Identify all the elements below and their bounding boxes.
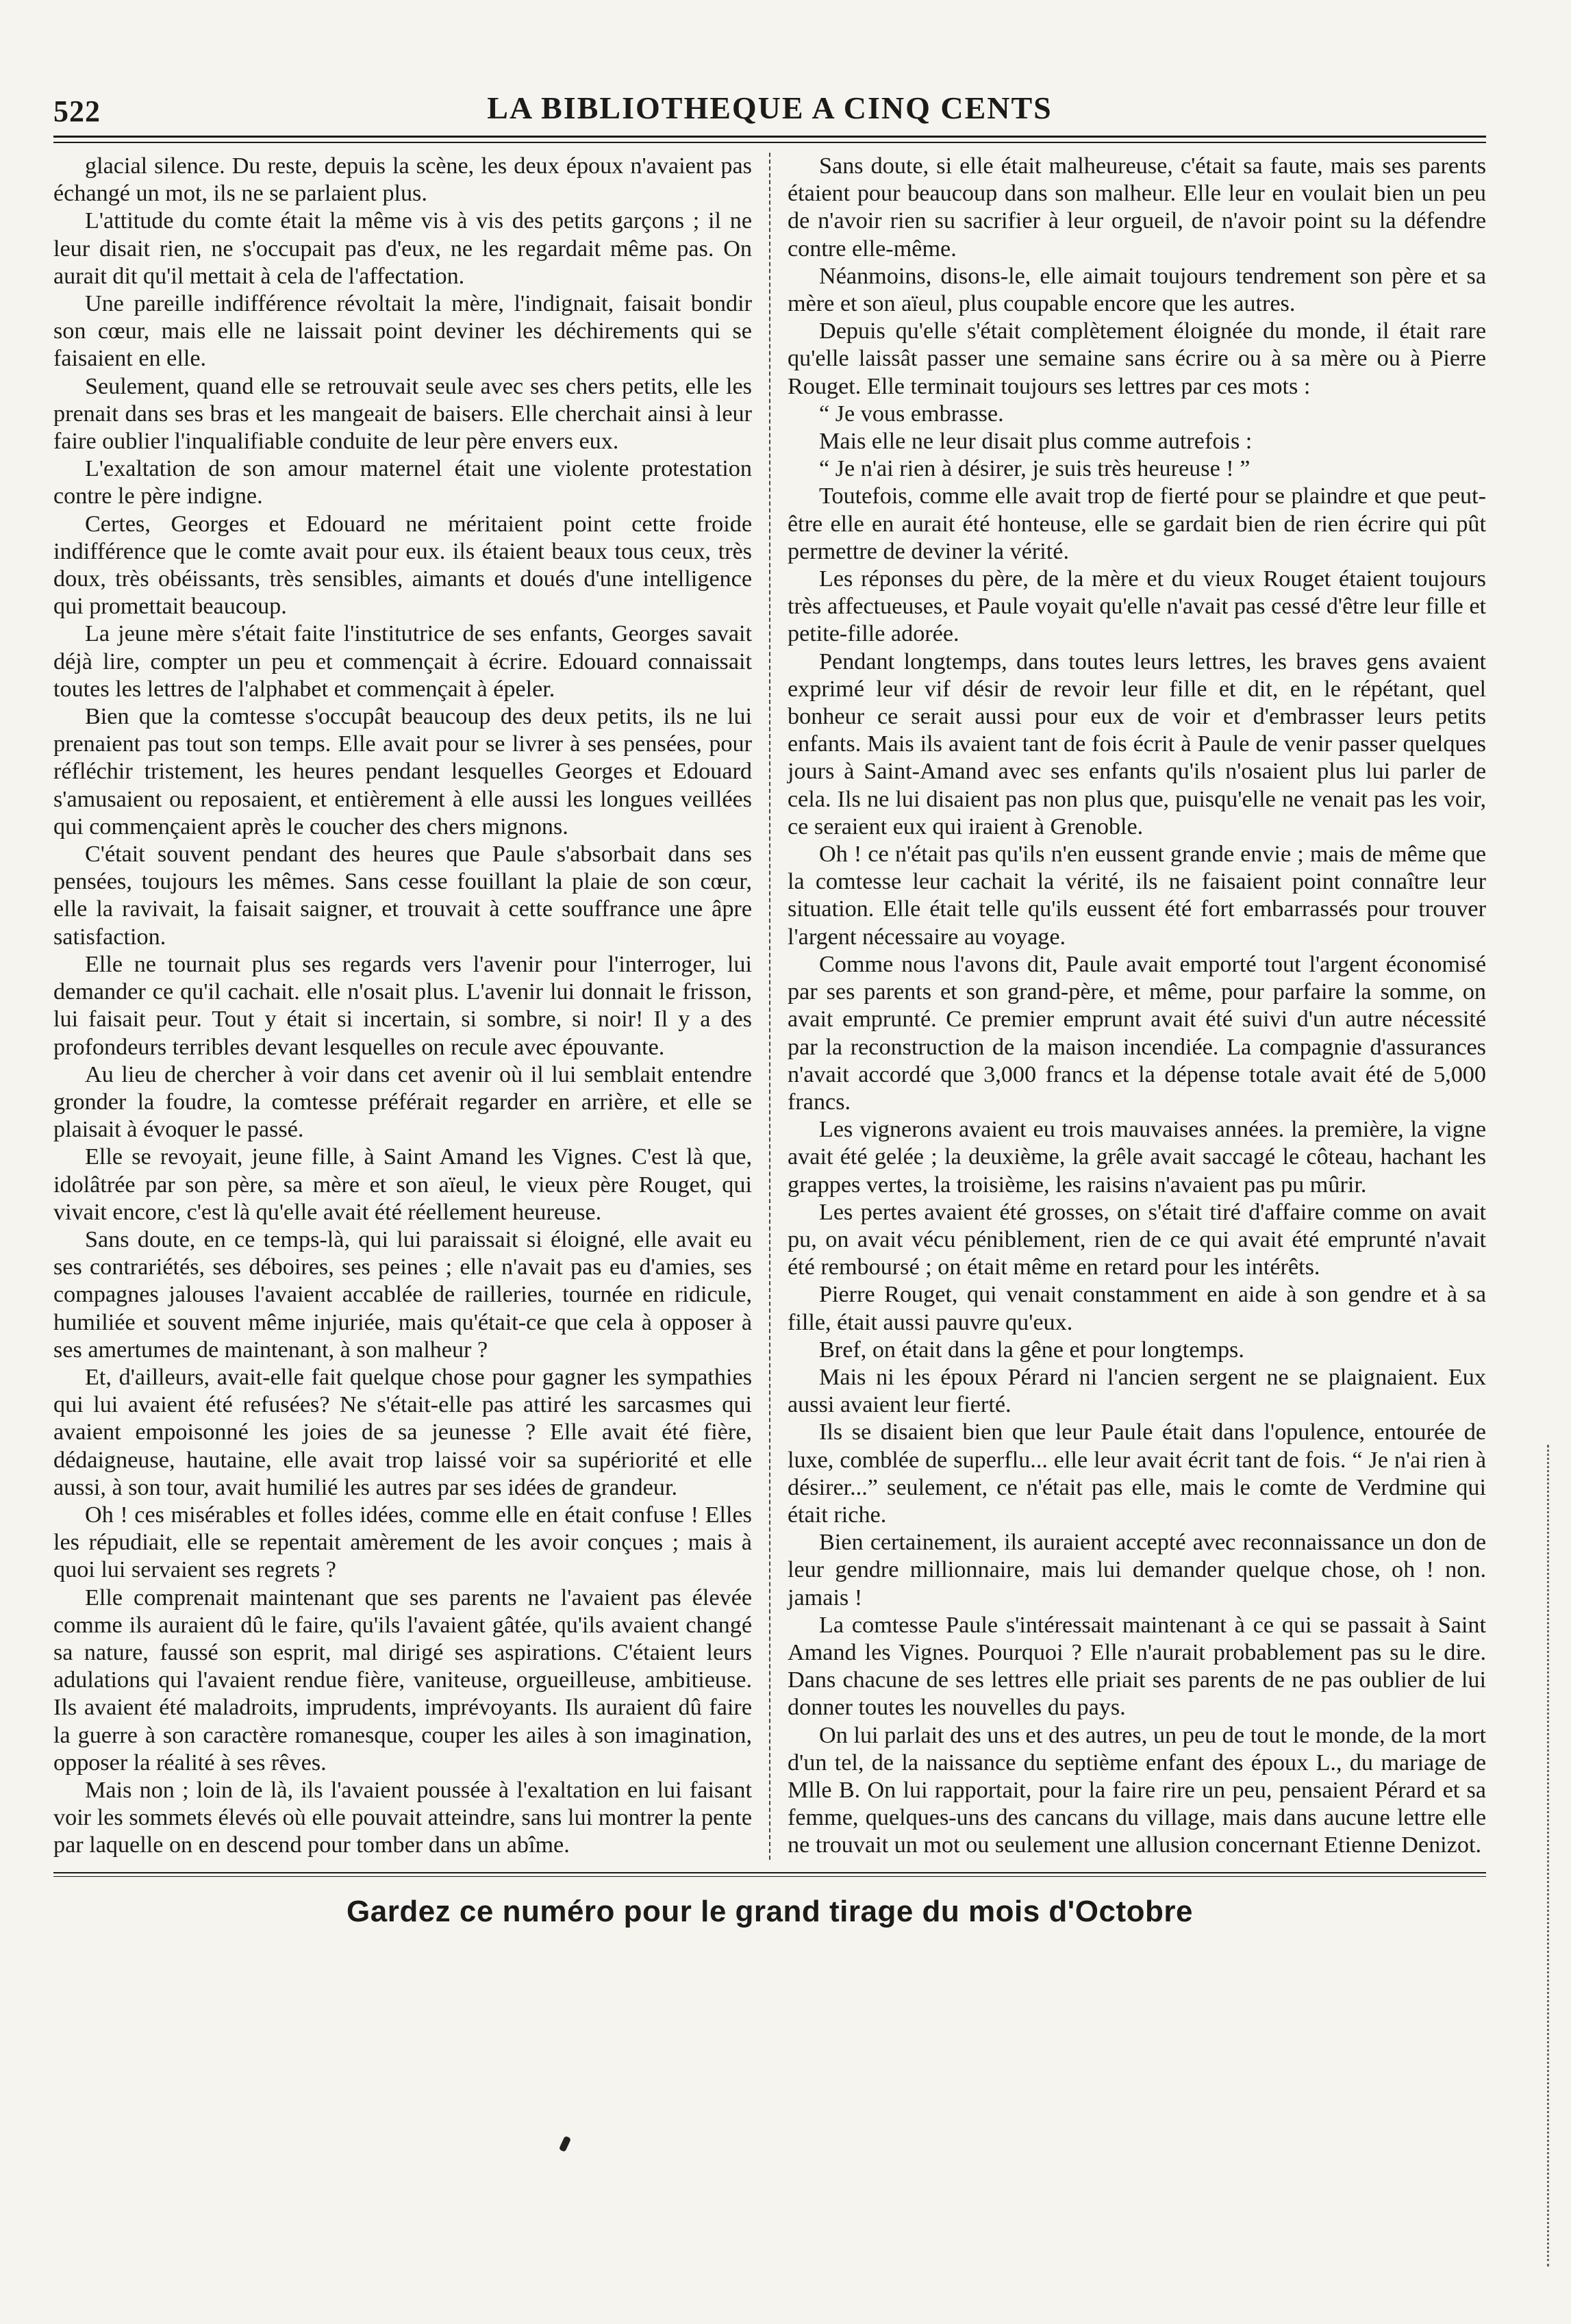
paragraph: Les vignerons avaient eu trois mauvaises années. la première, la vigne avait été gelée ; la deuxième, la grêle avait saccagé le côteau, hachant les grappes vertes, la troisième, les raisins n'avaient pas pu mûrir. — [788, 1117, 1486, 1198]
paragraph: C'était souvent pendant des heures que Paule s'absorbait dans ses pensées, toujours les mêmes. Sans cesse fouillant la plaie de son cœur, elle la ravivait, la faisait saigner, et trouvait à cette souffrance une âpre satisfaction. — [53, 842, 752, 950]
paragraph: Ils se disaient bien que leur Paule était dans l'opulence, entourée de luxe, comblée de superflu... elle leur avait écrit tant de fois. “ Je n'ai rien à désirer...” seulement, ce n'était pas elle, mais le comte de Verdmine qui était riche. — [788, 1419, 1486, 1528]
paragraph: Elle comprenait maintenant que ses parents ne l'avaient pas élevée comme ils auraient dû le faire, qu'ils l'avaient gâtée, qu'ils avaient changé sa nature, faussé son esprit, mal dirigé ses aspirations. C'étaient leurs adulations qui l'avaient rendue fière, vaniteuse, orgueilleuse, ambitieuse. Ils avaient été maladroits, imprudents, imprévoyants. Ils auraient dû faire la guerre à son caractère romanesque, couper les ailes à son imagination, opposer la réalité à ses rêves. — [53, 1584, 752, 1776]
page-number: 522 — [53, 94, 101, 128]
paragraph: Une pareille indifférence révoltait la mère, l'indignait, faisait bondir son cœur, mais elle ne laissait point deviner les déchirements qui se faisaient en elle. — [53, 291, 752, 372]
paragraph: “ Je n'ai rien à désirer, je suis très heureuse ! ” — [819, 456, 1250, 482]
paragraph: Bien que la comtesse s'occupât beaucoup des deux petits, ils ne lui prenaient pas tout son temps. Elle avait pour se livrer à ses pensées, pour réfléchir tristement, les heures pendant lesquelles Georges et Edouard s'amusaient ou reposaient, et entièrement à elle aussi les longues veillées qui commençaient après le coucher des chers mignons. — [53, 704, 752, 839]
paragraph: Comme nous l'avons dit, Paule avait emporté tout l'argent économisé par ses parents et son grand-père, et même, pour parfaire la somme, on avait emprunté. Ce premier emprunt avait été suivi d'un autre nécessité par la reconstruction de la maison incendiée. La compagnie d'assurances n'avait accordé que 3,000 francs et la dépense totale avait été de 5,000 francs. — [788, 951, 1486, 1115]
right-column — [788, 153, 1486, 1860]
paragraph: La jeune mère s'était faite l'institutrice de ses enfants, Georges savait déjà lire, compter un peu et commençait à écrire. Edouard connaissait toutes les lettres de l'alphabet et commençait à épeler. — [53, 621, 752, 702]
column-divider — [769, 153, 770, 1860]
paragraph: On lui parlait des uns et des autres, un peu de tout le monde, de la mort d'un tel, de la naissance du septième enfant des époux L., du mariage de Mlle B. On lui rapportait, pour la faire rire un peu, pensaient Pérard et sa femme, quelques-uns des cancans du village, mais dans aucune lettre elle ne trouvait un mot ou seulement une allusion concernant Etienne Denizot. — [788, 1722, 1486, 1858]
left-column — [53, 153, 752, 1860]
paragraph: Sans doute, en ce temps-là, qui lui paraissait si éloigné, elle avait eu ses contrariétés, ses déboires, ses peines ; elle n'avait pas eu d'amies, ses compagnes jalouses l'avaient accablée de railleries, tournée en ridicule, humiliée et souvent même injuriée, mais qu'était-ce que cela à opposer à ses amertumes de maintenant, à son malheur ? — [53, 1226, 752, 1363]
page-header — [53, 81, 1486, 129]
paragraph: Mais ni les époux Pérard ni l'ancien sergent ne se plaignaient. Eux aussi avaient leur fierté. — [788, 1364, 1486, 1418]
paragraph: Certes, Georges et Edouard ne méritaient point cette froide indifférence que le comte avait pour eux. ils étaient beaux tous ceux, très doux, très obéissants, très sensibles, aimants et doués d'une intelligence qui promettait beaucoup. — [53, 511, 752, 620]
header-rule — [53, 136, 1486, 143]
paragraph: Seulement, quand elle se retrouvait seule avec ses chers petits, elle les prenait dans ses bras et les mangeait de baisers. Elle cherchait ainsi à leur faire oublier l'inqualifiable conduite de leur père envers eux. — [53, 373, 752, 455]
paragraph: Oh ! ces misérables et folles idées, comme elle en était confuse ! Elles les répudiait, elle se repentait amèrement de les avoir conçues ; mais à quoi lui servaient ses regrets ? — [53, 1502, 752, 1583]
paragraph: Les pertes avaient été grosses, on s'était tiré d'affaire comme on avait pu, on avait vécu péniblement, rien de ce qui avait été emprunté n'avait été remboursé ; on était même en retard pour les intérêts. — [788, 1199, 1486, 1280]
paragraph: La comtesse Paule s'intéressait maintenant à ce qui se passait à Saint Amand les Vignes. Pourquoi ? Elle n'aurait probablement pas su le dire. Dans chacune de ses lettres elle priait ses parents de ne pas oublier de lui donner toutes les nouvelles du pays. — [788, 1612, 1486, 1721]
paragraph: Mais elle ne leur disait plus comme autrefois : — [819, 429, 1253, 455]
paragraph: Depuis qu'elle s'était complètement éloignée du monde, il était rare qu'elle laissât passer une semaine sans écrire ou à sa mère ou à Pierre Rouget. Elle terminait toujours ses lettres par ces mots : — [788, 318, 1486, 399]
margin-mark — [1547, 1445, 1559, 2266]
paragraph: Elle se revoyait, jeune fille, à Saint Amand les Vignes. C'est là que, idolâtrée par son père, sa mère et son aïeul, le vieux père Rouget, qui vivait encore, c'est là qu'elle avait été réellement heureuse. — [53, 1144, 752, 1225]
paragraph: glacial silence. Du reste, depuis la scène, les deux époux n'avaient pas échangé un mot, ils ne se parlaient plus. — [53, 153, 752, 207]
running-head: LA BIBLIOTHEQUE A CINQ CENTS — [487, 90, 1053, 125]
paragraph: Pendant longtemps, dans toutes leurs lettres, les braves gens avaient exprimé leur vif désir de revoir leur fille et dit, en le répétant, quel bonheur ce serait aussi pour eux de voir et d'embrasser leurs petits enfants. Mais ils avaient tant de fois écrit à Paule de venir passer quelques jours à Saint-Amand avec ses enfants qu'ils n'osaient plus lui parler de cela. Ils ne lui disaient pas non plus que, puisqu'elle ne venait pas les voir, ce seraient eux qui iraient à Grenoble. — [788, 648, 1486, 839]
paragraph: Toutefois, comme elle avait trop de fierté pour se plaindre et que peut-être elle en aurait été honteuse, elle se gardait bien de rien écrire qui pût permettre de deviner la vérité. — [788, 483, 1486, 564]
footer-notice: Gardez ce numéro pour le grand tirage du mois d'Octobre — [347, 1894, 1193, 1928]
article-columns — [53, 153, 1486, 1860]
paragraph: Les réponses du père, de la mère et du vieux Rouget étaient toujours très affectueuses, et Paule voyait qu'elle n'avait pas cessé d'être leur fille et petite-fille adorée. — [788, 566, 1486, 647]
paragraph: Et, d'ailleurs, avait-elle fait quelque chose pour gagner les sympathies qui lui avaient été refusées? Ne s'était-elle pas attiré les sarcasmes qui avaient empoisonné les joies de sa jeunesse ? Elle avait été fière, dédaigneuse, hautaine, elle avait trop laissé voir sa supériorité et elle aussi, à son tour, avait humilié les autres par ses idées de grandeur. — [53, 1364, 752, 1500]
footer-rule — [53, 1872, 1486, 1877]
paragraph: Elle ne tournait plus ses regards vers l'avenir pour l'interroger, lui demander ce qu'il cachait. elle n'osait plus. L'avenir lui donnait le frisson, lui faisait peur. Tout y était si incertain, si sombre, si noir! Il y a des profondeurs terribles devant lesquelles on recule avec épouvante. — [53, 951, 752, 1060]
paragraph: Néanmoins, disons-le, elle aimait toujours tendrement son père et sa mère et son aïeul, plus coupable encore que les autres. — [788, 263, 1486, 317]
paragraph: Pierre Rouget, qui venait constamment en aide à son gendre et à sa fille, était aussi pauvre qu'eux. — [788, 1282, 1486, 1335]
newspaper-page — [53, 81, 1486, 2245]
paragraph: L'exaltation de son amour maternel était une violente protestation contre le père indigne. — [53, 456, 752, 509]
paragraph: Mais non ; loin de là, ils l'avaient poussée à l'exaltation en lui faisant voir les sommets élevés où elle pouvait atteindre, sans lui montrer la pente par laquelle on en descend pour tomber dans un abîme. — [53, 1777, 752, 1858]
paragraph: Bref, on était dans la gêne et pour longtemps. — [819, 1337, 1244, 1363]
paragraph: Au lieu de chercher à voir dans cet avenir où il lui semblait entendre gronder la foudre, la comtesse préférait regarder en arrière, et elle se plaisait à évoquer le passé. — [53, 1061, 752, 1143]
paragraph: Sans doute, si elle était malheureuse, c'était sa faute, mais ses parents étaient pour beaucoup dans son malheur. Elle leur en voulait bien un peu de n'avoir rien su sacrifier à leur orgueil, de n'avoir point su la défendre contre elle-même. — [788, 153, 1486, 262]
paragraph: Oh ! ce n'était pas qu'ils n'en eussent grande envie ; mais de même que la comtesse leur cachait la vérité, ils ne faisaient point connaître leur situation. Elle était telle qu'ils eussent été fort embarrassés pour trouver l'argent nécessaire au voyage. — [788, 842, 1486, 950]
paragraph: L'attitude du comte était la même vis à vis des petits garçons ; il ne leur disait rien, ne s'occupait pas d'eux, ne les regardait même pas. On aurait dit qu'il mettait à cela de l'affectation. — [53, 208, 752, 289]
paragraph: “ Je vous embrasse. — [819, 401, 1004, 427]
paragraph: Bien certainement, ils auraient accepté avec reconnaissance un don de leur gendre millionnaire, mais lui demander quelque chose, oh ! non. jamais ! — [788, 1530, 1486, 1611]
